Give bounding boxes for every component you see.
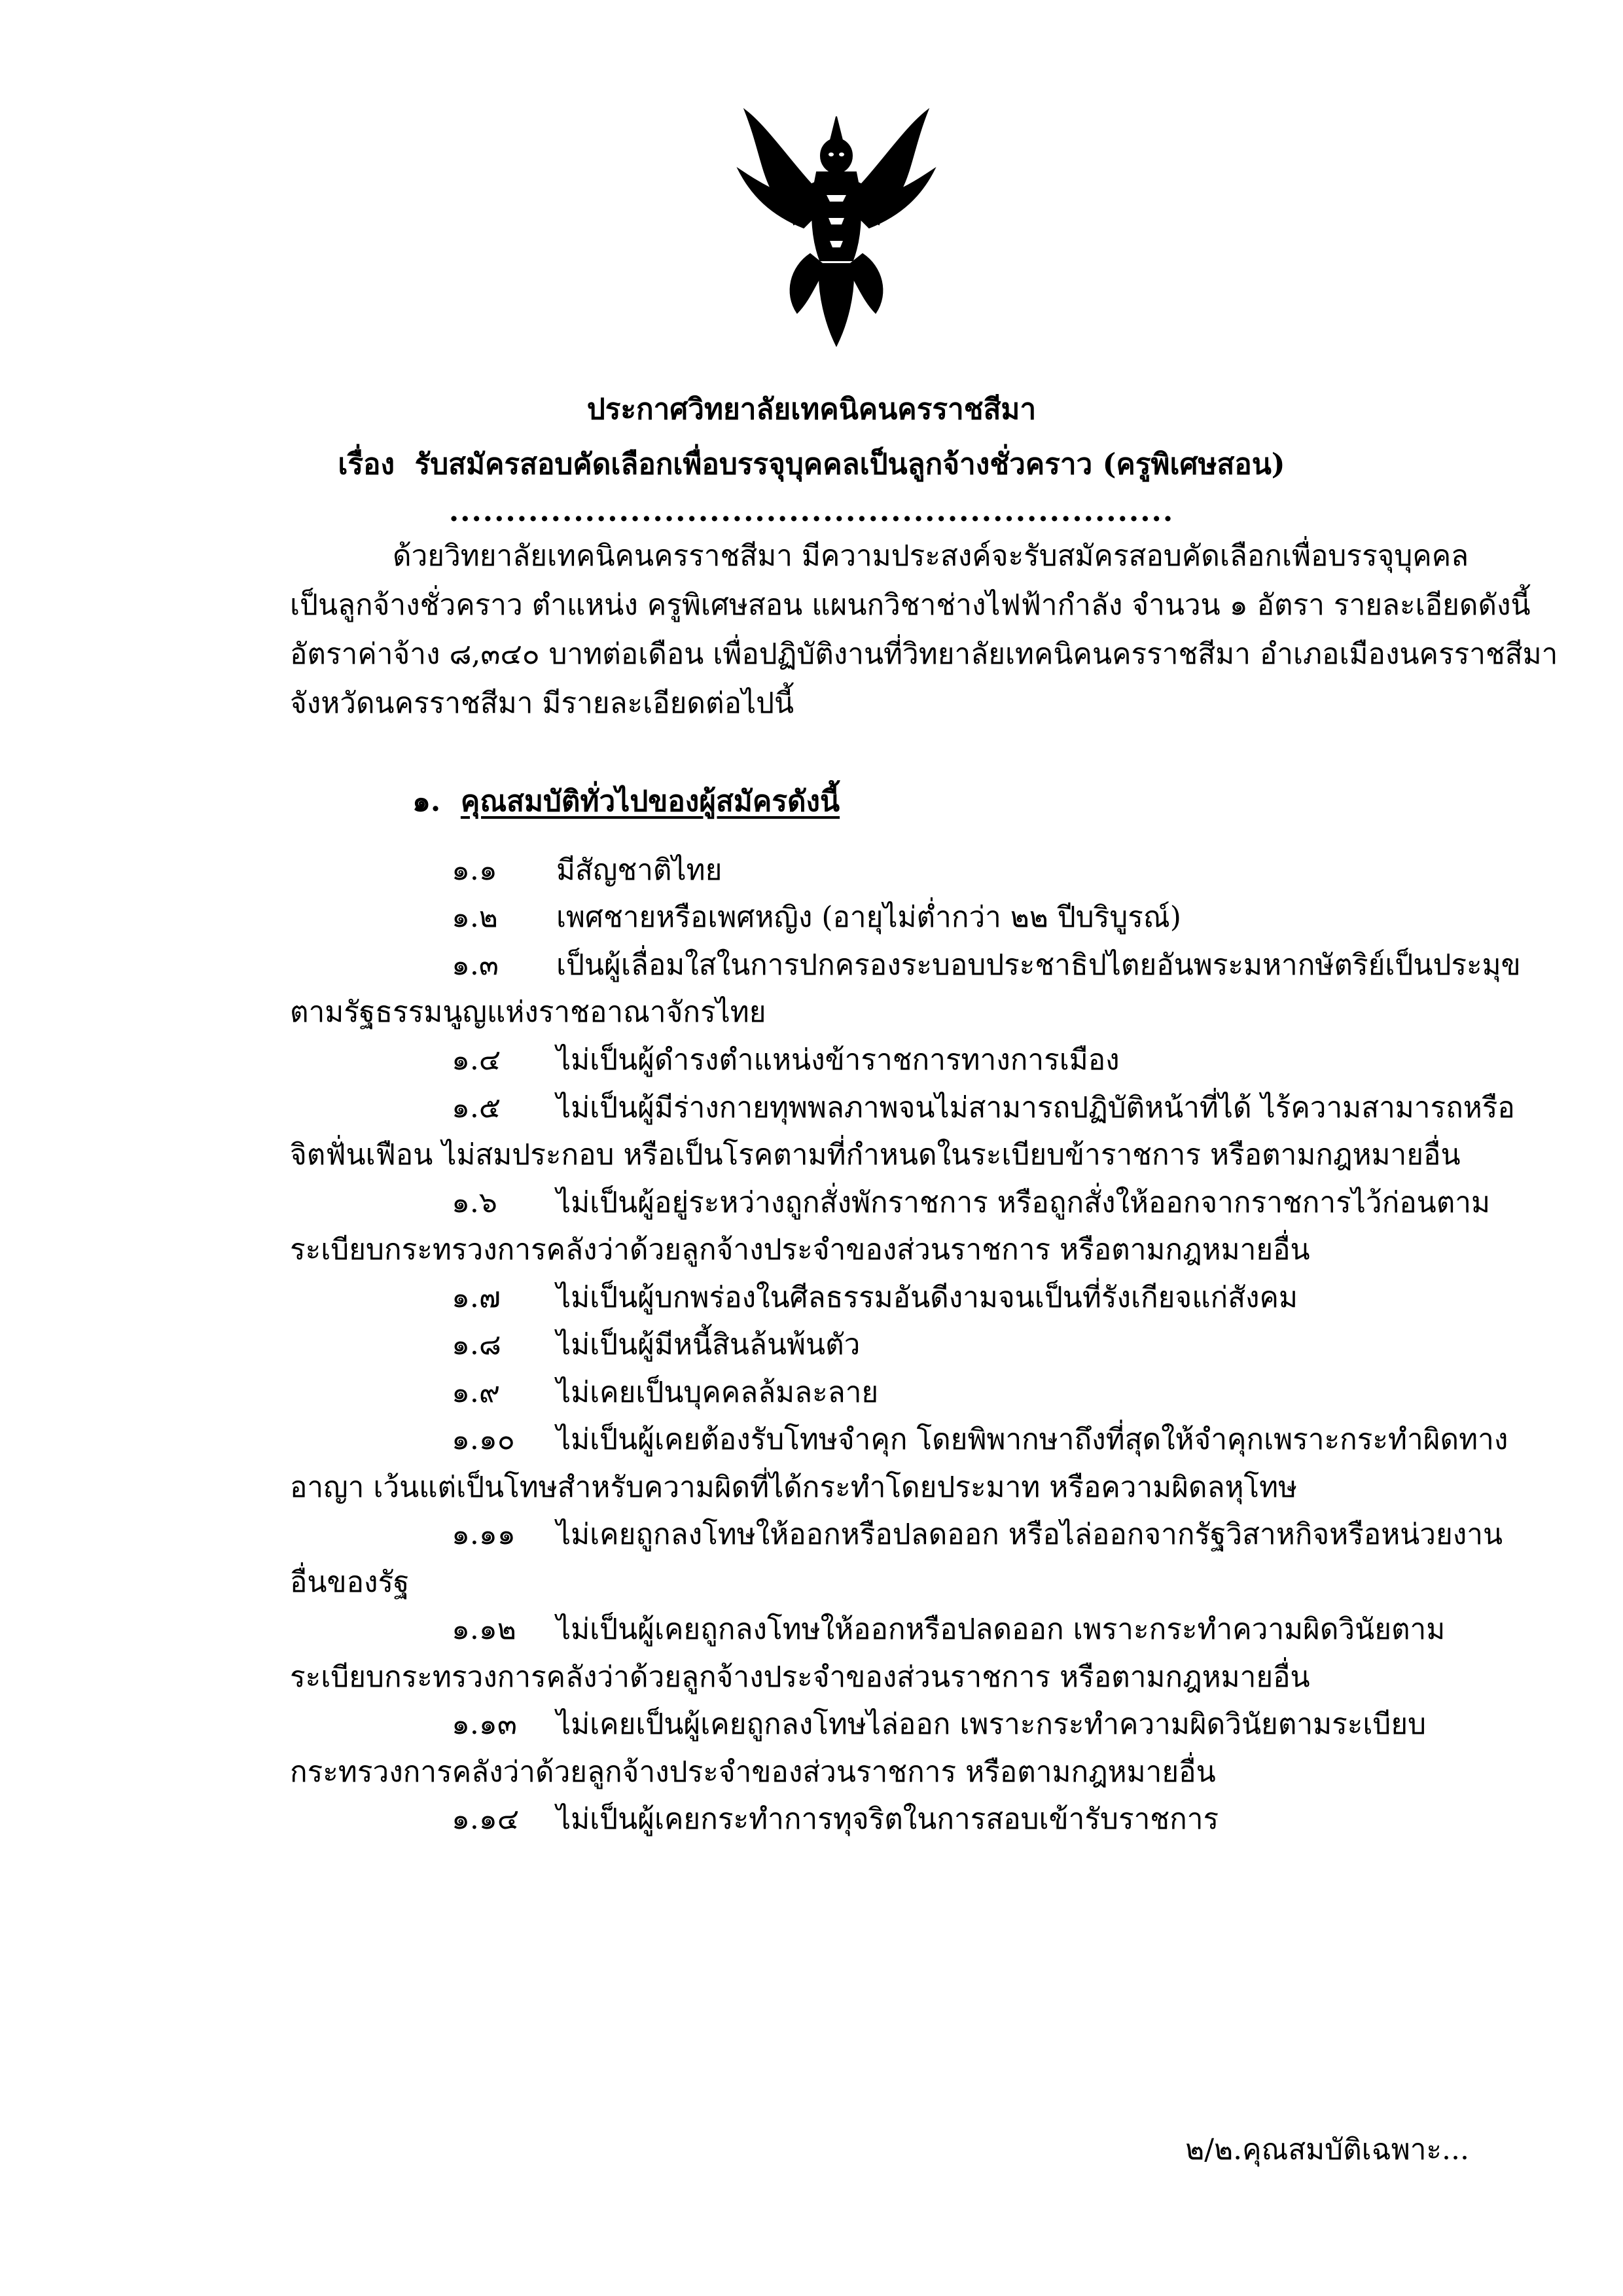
list-item-continuation: อื่นของรัฐ bbox=[290, 1566, 410, 1599]
intro-line-4: จังหวัดนครราชสีมา มีรายละเอียดต่อไปนี้ bbox=[290, 687, 794, 720]
list-item: ๑.๕ ไม่เป็นผู้มีร่างกายทุพพลภาพจนไม่สามารถปฏิบัติหน้าที่ได้ ไร้ความสามารถหรือ bbox=[452, 1091, 1515, 1124]
list-item: ๑.๑๑ ไม่เคยถูกลงโทษให้ออกหรือปลดออก หรือไล่ออกจากรัฐวิสาหกิจหรือหน่วยงาน bbox=[452, 1518, 1503, 1551]
list-item: ๑.๓ เป็นผู้เลื่อมใสในการปกครองระบอบประชาธิปไตยอันพระมหากษัตริย์เป็นประมุข bbox=[452, 948, 1521, 982]
intro-line-1: ด้วยวิทยาลัยเทคนิคนครราชสีมา มีความประสงค์จะรับสมัครสอบคัดเลือกเพื่อบรรจุบุคคล bbox=[393, 539, 1469, 573]
announcement-title: ประกาศวิทยาลัยเทคนิคนครราชสีมา bbox=[586, 393, 1037, 426]
list-item: ๑.๒ เพศชายหรือเพศหญิง (อายุไม่ต่ำกว่า ๒๒ ปีบริบูรณ์) bbox=[452, 901, 1181, 934]
separator-dots: ................................................................ bbox=[448, 495, 1175, 528]
list-item: ๑.๑๒ ไม่เป็นผู้เคยถูกลงโทษให้ออกหรือปลดออก เพราะกระทำความผิดวินัยตาม bbox=[452, 1613, 1446, 1646]
list-item-continuation: กระทรวงการคลังว่าด้วยลูกจ้างประจำของส่วนราชการ หรือตามกฎหมายอื่น bbox=[290, 1755, 1216, 1789]
page-continuation-note: ๒/๒.คุณสมบัติเฉพาะ... bbox=[1185, 2133, 1469, 2166]
list-item: ๑.๔ ไม่เป็นผู้ดำรงตำแหน่งข้าราชการทางการเมือง bbox=[452, 1043, 1120, 1077]
list-item-continuation: ระเบียบกระทรวงการคลังว่าด้วยลูกจ้างประจำของส่วนราชการ หรือตามกฎหมายอื่น bbox=[290, 1660, 1310, 1694]
list-item: ๑.๑ มีสัญชาติไทย bbox=[452, 853, 722, 887]
list-item: ๑.๑๔ ไม่เป็นผู้เคยกระทำการทุจริตในการสอบเข้ารับราชการ bbox=[452, 1803, 1219, 1836]
list-item-continuation: จิตฟั่นเฟือน ไม่สมประกอบ หรือเป็นโรคตามที่กำหนดในระเบียบข้าราชการ หรือตามกฎหมายอื่น bbox=[290, 1138, 1461, 1172]
list-item: ๑.๘ ไม่เป็นผู้มีหนี้สินล้นพ้นตัว bbox=[452, 1328, 861, 1361]
list-item: ๑.๗ ไม่เป็นผู้บกพร่องในศีลธรรมอันดีงามจนเป็นที่รังเกียจแก่สังคม bbox=[452, 1281, 1298, 1314]
list-item-continuation: ตามรัฐธรรมนูญแห่งราชอาณาจักรไทย bbox=[290, 996, 766, 1029]
list-item: ๑.๑๐ ไม่เป็นผู้เคยต้องรับโทษจำคุก โดยพิพากษาถึงที่สุดให้จำคุกเพราะกระทำผิดทาง bbox=[452, 1423, 1508, 1456]
list-item: ๑.๖ ไม่เป็นผู้อยู่ระหว่างถูกสั่งพักราชการ หรือถูกสั่งให้ออกจากราชการไว้ก่อนตาม bbox=[452, 1186, 1491, 1219]
list-item: ๑.๙ ไม่เคยเป็นบุคคลล้มละลาย bbox=[452, 1376, 879, 1409]
section-1-number: ๑. bbox=[412, 785, 441, 818]
list-item: ๑.๑๓ ไม่เคยเป็นผู้เคยถูกลงโทษไล่ออก เพราะกระทำความผิดวินัยตามระเบียบ bbox=[452, 1708, 1427, 1741]
section-1-title: คุณสมบัติทั่วไปของผู้สมัครดังนี้ bbox=[460, 785, 840, 818]
list-item-continuation: อาญา เว้นแต่เป็นโทษสำหรับความผิดที่ได้กระทำโดยประมาท หรือความผิดลหุโทษ bbox=[290, 1471, 1298, 1504]
subject-text: รับสมัครสอบคัดเลือกเพื่อบรรจุบุคคลเป็นลูกจ้างชั่วคราว (ครูพิเศษสอน) bbox=[414, 448, 1285, 481]
section-1-heading bbox=[412, 782, 840, 821]
subject-label: เรื่อง bbox=[338, 448, 395, 481]
list-item-continuation: ระเบียบกระทรวงการคลังว่าด้วยลูกจ้างประจำของส่วนราชการ หรือตามกฎหมายอื่น bbox=[290, 1233, 1310, 1266]
intro-line-3: อัตราค่าจ้าง ๘,๓๔๐ บาทต่อเดือน เพื่อปฏิบัติงานที่วิทยาลัยเทคนิคนครราชสีมา อำเภอเมืองนครราชสีมา bbox=[290, 637, 1558, 671]
announcement-subject bbox=[0, 445, 1623, 484]
intro-line-2: เป็นลูกจ้างชั่วคราว ตำแหน่ง ครูพิเศษสอน แผนกวิชาช่างไฟฟ้ากำลัง จำนวน ๑ อัตรา รายละเอียดดังนี้ bbox=[290, 588, 1531, 622]
garuda-emblem-icon bbox=[732, 103, 941, 352]
